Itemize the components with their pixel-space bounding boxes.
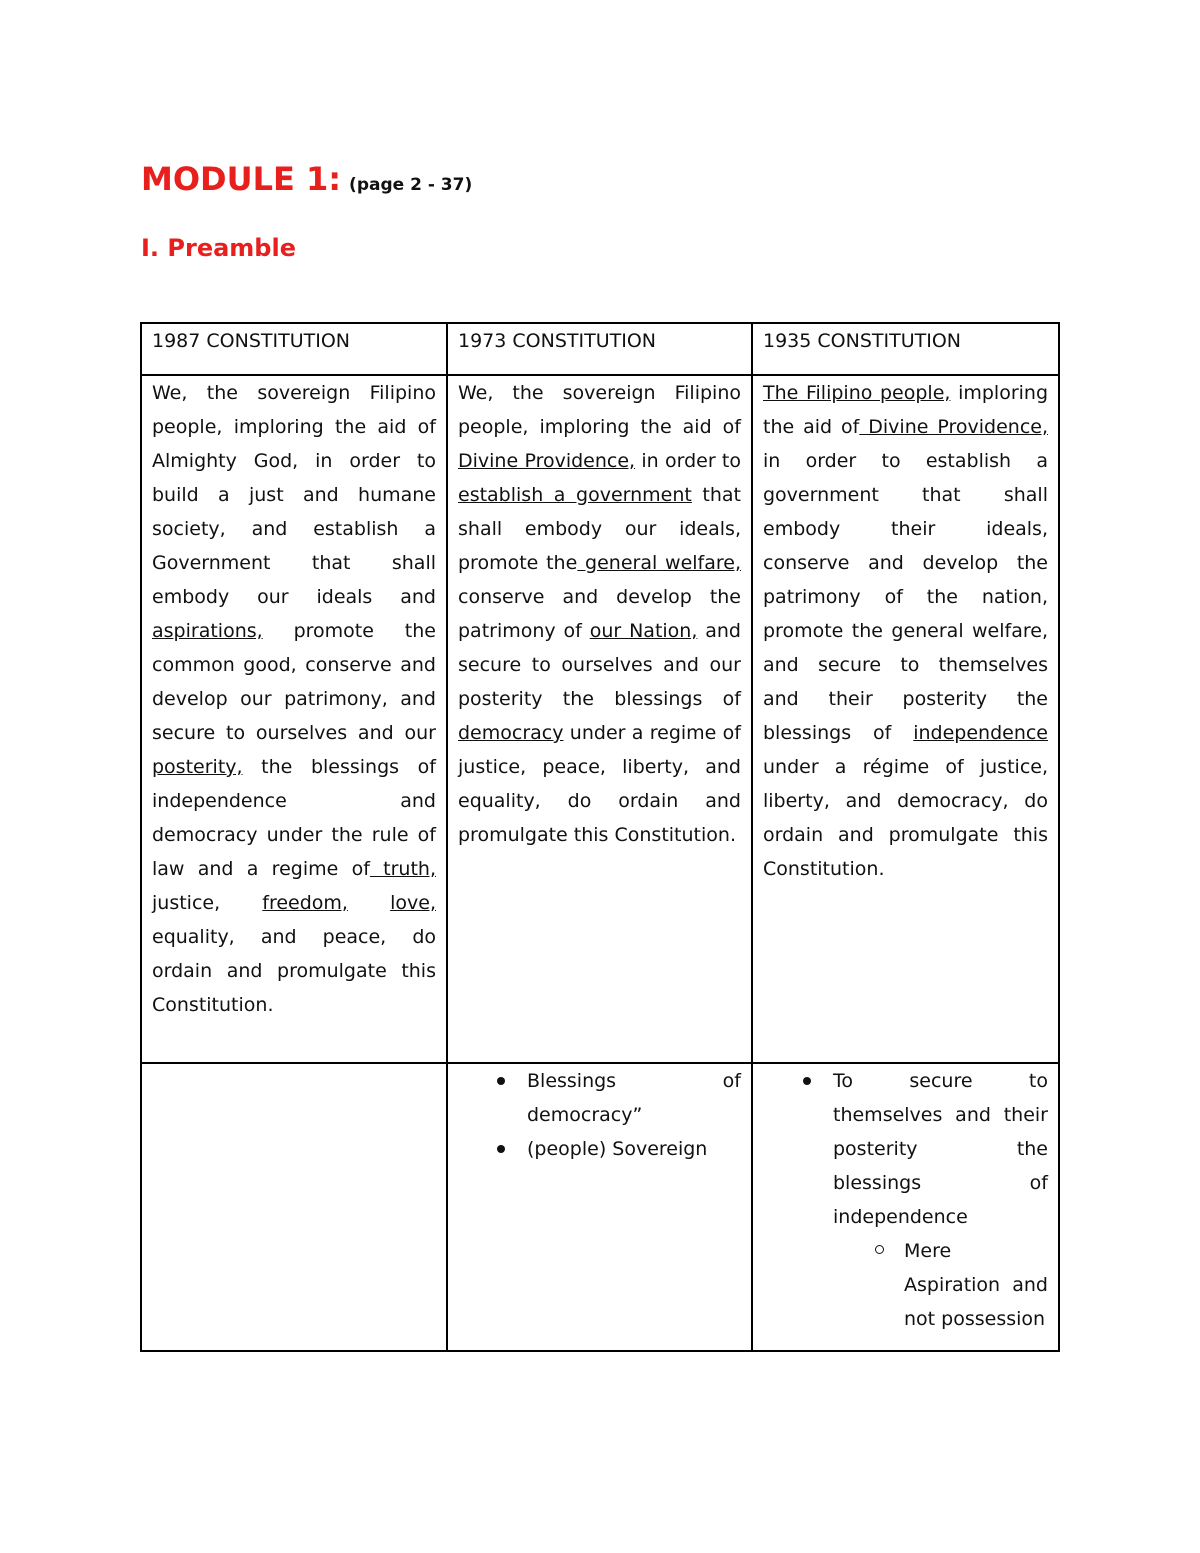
- list-item: [833, 1064, 1048, 1336]
- preamble-1987-cell: [141, 375, 447, 1063]
- module-title: [141, 160, 472, 198]
- underlined-run: truth,: [369, 858, 436, 880]
- underlined-run: freedom,: [262, 892, 348, 914]
- text-run: imploring the aid of: [763, 382, 1049, 438]
- preamble-1935-text: [763, 376, 1048, 886]
- notes-1935-sublist: [833, 1234, 1048, 1336]
- sublist-item: Mere Aspiration and not possession: [904, 1234, 1048, 1336]
- list-item: Blessings of democracy”: [527, 1064, 741, 1132]
- header-1987-label: 1987 CONSTITUTION: [152, 330, 350, 352]
- preamble-1987-text: [152, 376, 436, 1022]
- text-run: and secure to ourselves and our posterity the blessings of: [458, 620, 741, 710]
- preamble-text-row: [141, 375, 1059, 1063]
- notes-1935-list: [763, 1064, 1048, 1336]
- underlined-run: aspirations,: [152, 620, 263, 642]
- list-item-text: To secure to themselves and their posterity the blessings of independence: [833, 1070, 1048, 1228]
- text-run: justice,: [152, 892, 263, 914]
- text-run: under a régime of justice, liberty, and democracy, do ordain and promulgate this Constitution.: [763, 756, 1048, 880]
- table-header-row: [141, 323, 1059, 375]
- text-run: We, the sovereign Filipino people, imploring the aid of Almighty God, in order to build a just and humane society, and establish a Government that shall embody our ideals and: [152, 382, 436, 608]
- notes-1987-cell: [141, 1063, 447, 1351]
- underlined-run: general welfare,: [577, 552, 741, 574]
- notes-row: [141, 1063, 1059, 1351]
- underlined-run: posterity,: [152, 756, 243, 778]
- text-run: in order to: [635, 450, 741, 472]
- preamble-1973-cell: [447, 375, 752, 1063]
- text-run: under a regime of justice, peace, liberty, and equality, do ordain and promulgate this Constitution.: [458, 722, 741, 846]
- underlined-run: establish a government: [458, 484, 692, 506]
- underlined-run: democracy: [458, 722, 564, 744]
- text-run: in order to establish a government that shall embody their ideals, conserve and develop the patrimony of the nation, promote the general welfare, and secure to themselves and their posterity the blessings of: [763, 450, 1048, 744]
- header-cell-1973: [447, 323, 752, 375]
- text-run: the blessings of independence and democracy under the rule of law and a regime of: [152, 756, 436, 880]
- page-range: (page 2 - 37): [349, 175, 473, 195]
- underlined-run: The Filipino people,: [763, 382, 951, 404]
- text-run: conserve and develop the patrimony of: [458, 586, 741, 642]
- module-title-text: MODULE 1:: [141, 160, 342, 198]
- underlined-run: Divine Providence,: [458, 450, 636, 472]
- text-run: equality, and peace, do ordain and promulgate this Constitution.: [152, 926, 436, 1016]
- header-cell-1935: [752, 323, 1059, 375]
- underlined-run: love,: [390, 892, 436, 914]
- section-title: I. Preamble: [141, 234, 296, 262]
- list-item: (people) Sovereign: [527, 1132, 741, 1166]
- underlined-run: our Nation,: [589, 620, 698, 642]
- header-1935-label: 1935 CONSTITUTION: [763, 330, 961, 352]
- notes-1973-cell: [447, 1063, 752, 1351]
- notes-1973-list: [458, 1064, 741, 1166]
- text-run: that shall embody our ideals, promote the: [458, 484, 741, 574]
- header-cell-1987: [141, 323, 447, 375]
- text-run: promote the common good, conserve and develop our patrimony, and secure to ourselves and our: [152, 620, 436, 744]
- constitution-comparison-table: [140, 322, 1060, 1352]
- text-run: We, the sovereign Filipino people, imploring the aid of: [458, 382, 741, 438]
- text-run: [348, 892, 390, 914]
- header-1973-label: 1973 CONSTITUTION: [458, 330, 656, 352]
- preamble-1935-cell: [752, 375, 1059, 1063]
- underlined-run: Divine Providence,: [859, 416, 1048, 438]
- notes-1935-cell: [752, 1063, 1059, 1351]
- underlined-run: independence: [913, 722, 1048, 744]
- preamble-1973-text: [458, 376, 741, 852]
